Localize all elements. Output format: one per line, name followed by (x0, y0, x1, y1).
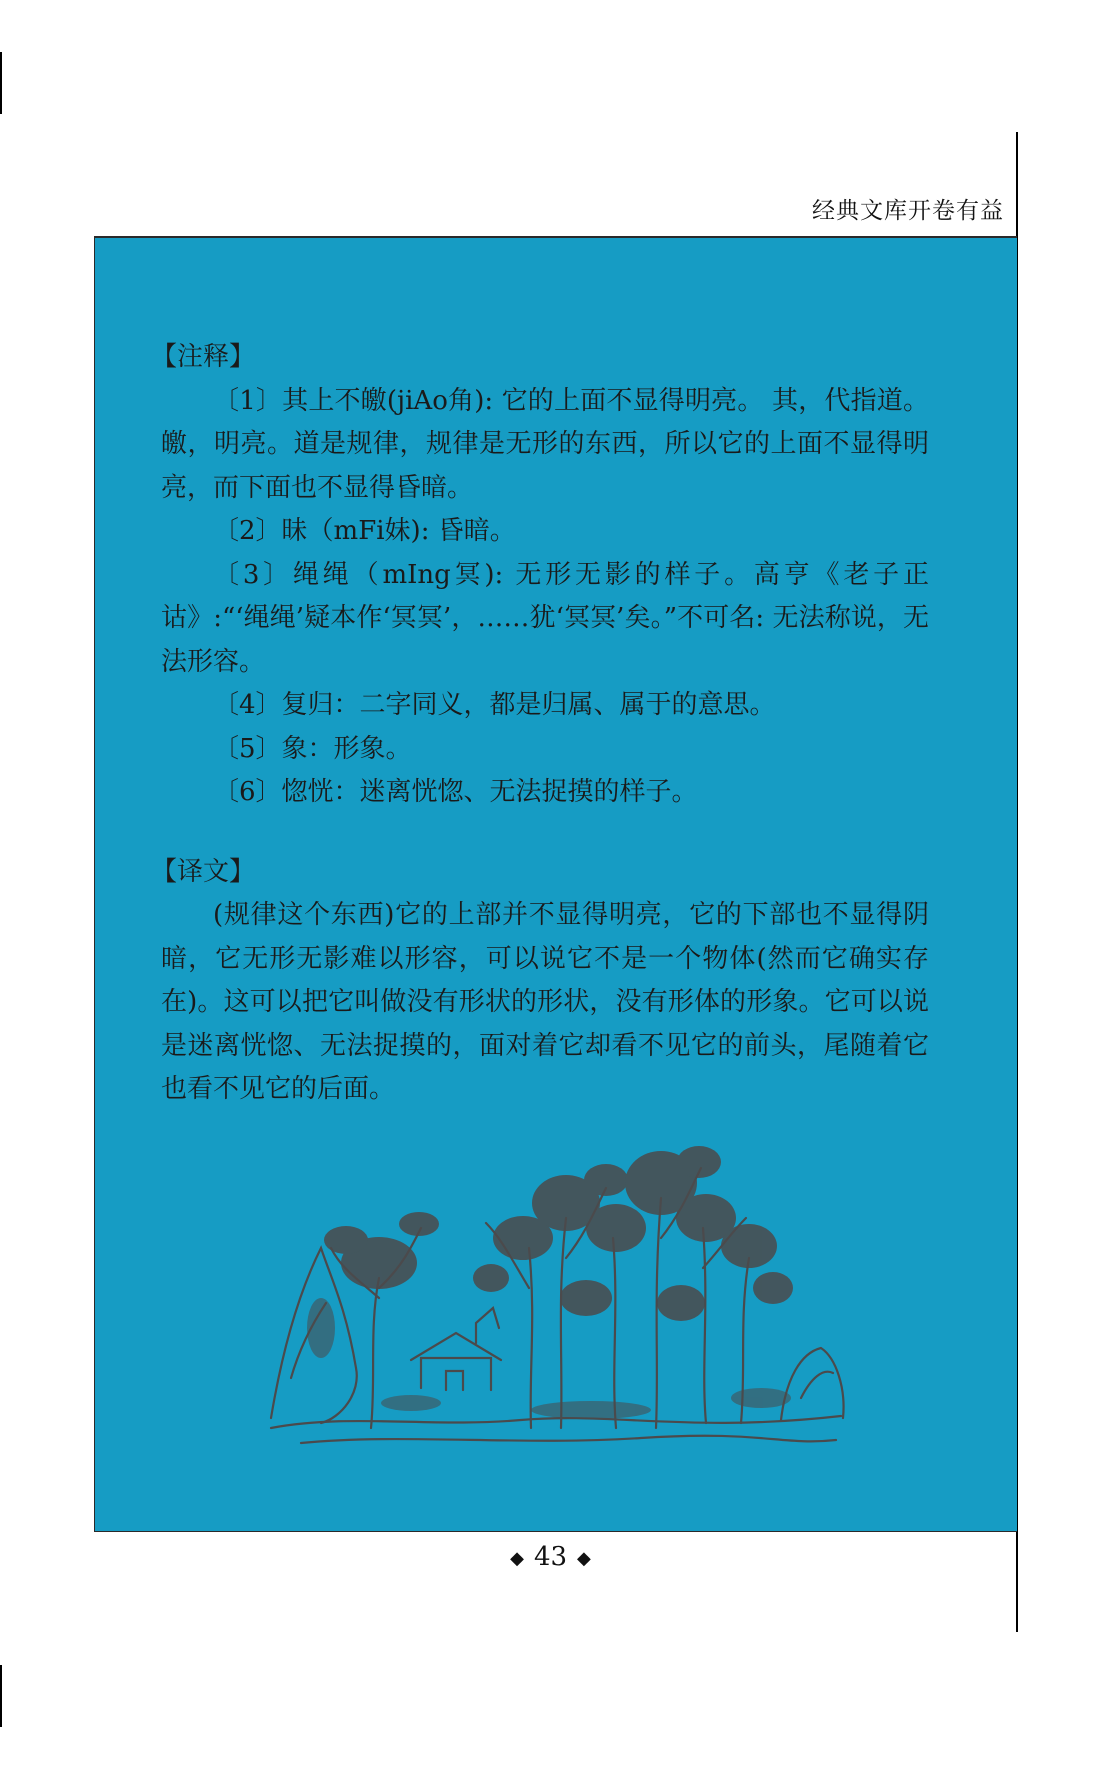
note-item-4: 〔4〕复归：二字同义，都是归属、属于的意思。 (213, 690, 776, 720)
note-item-2: 〔2〕昧（mFi妹): 昏暗。 (213, 516, 516, 546)
page-number (0, 1542, 1101, 1572)
content-panel (94, 236, 1017, 1532)
translation-text: (规律这个东西)它的上部并不显得明亮，它的下部也不显得阴暗，它无形无影难以形容，可以说它不是一个物体(然而它确实存在)。这可以把它叫做没有形状的形状，没有形体的形象。它可以说是迷离恍惚、无法捉摸的，面对着它却看不见它的前头，尾随着它也看不见它的后面。 (161, 900, 929, 1104)
crop-mark-bottom (0, 1665, 2, 1727)
diamond-ornament-right-icon: ◆ (577, 1547, 591, 1569)
section-gap (161, 815, 929, 851)
note-item-5: 〔5〕象：形象。 (213, 733, 412, 764)
note-item-3: 〔3〕绳绳（mIng冥): 无形无影的样子。高亨《老子正诂》:“‘绳绳’疑本作‘冥冥’，……犹‘冥冥’矣。”不可名: 无法称说，无法形容。 (161, 559, 929, 677)
notes-heading: 【注释】 (151, 342, 256, 372)
note-item-6: 〔6〕惚恍：迷离恍惚、无法捉摸的样子。 (213, 777, 698, 807)
content-body (151, 336, 929, 1112)
translation-heading: 【译文】 (151, 856, 256, 887)
page-number-value: 43 (533, 1542, 568, 1572)
running-header-title: 经典文库开卷有益 (812, 198, 1004, 224)
diamond-ornament-left-icon: ◆ (510, 1547, 524, 1569)
note-item-1: 〔1〕其上不皦(jiAo角): 它的上面不显得明亮。 其，代指道。皦，明亮。道是规律，规律是无形的东西，所以它的上面不显得明亮，而下面也不显得昏暗。 (161, 385, 929, 503)
crop-mark-top (0, 52, 2, 114)
landscape-ink-painting-icon (261, 1128, 851, 1458)
